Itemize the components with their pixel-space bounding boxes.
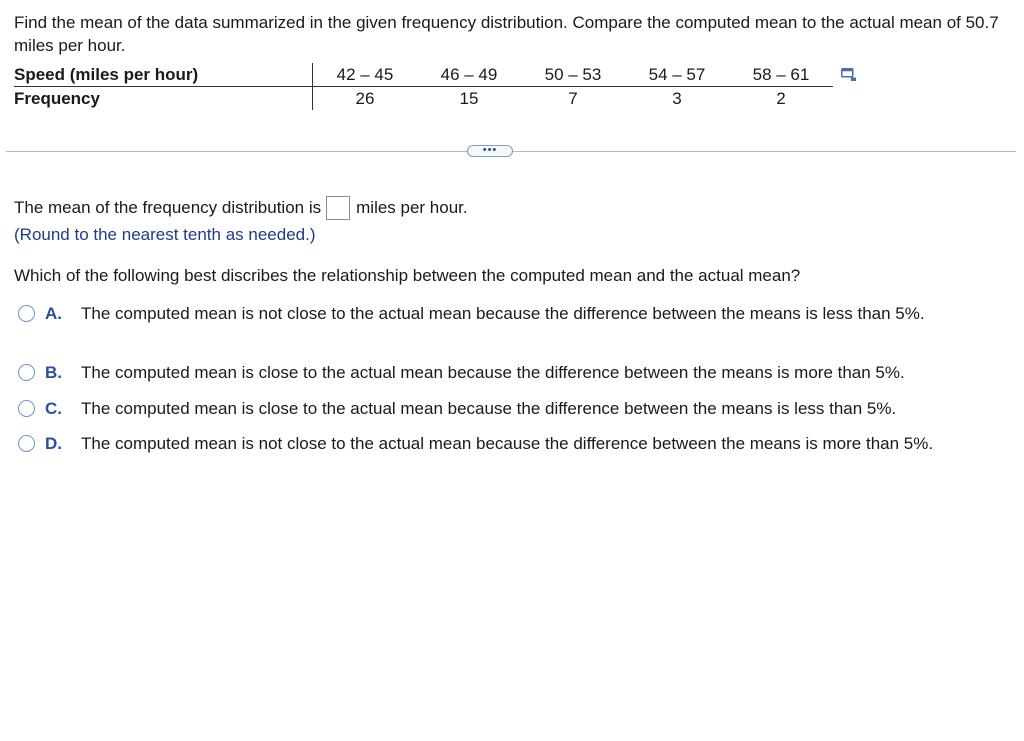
frequency-table [14,63,833,110]
frequency-cell: 26 [355,89,375,108]
radio-button-icon[interactable] [18,305,35,322]
copy-table-icon[interactable] [841,67,857,81]
option-d[interactable] [18,432,961,455]
answer-prefix: The mean of the frequency distribution is [14,198,322,217]
speed-cell: 46 – 49 [417,63,521,87]
option-text: The computed mean is not close to the actual mean because the difference between the means is more than 5%. [81,434,934,453]
answer-line [14,195,468,221]
option-letter: A. [45,304,62,323]
frequency-cell: 3 [672,89,682,108]
speed-cell: 50 – 53 [521,63,625,87]
more-options-button[interactable]: ••• [467,145,513,157]
speed-cell: 42 – 45 [313,63,418,87]
answer-suffix: miles per hour. [356,198,468,217]
option-c[interactable] [18,397,961,420]
option-b[interactable] [18,361,961,384]
speed-cell: 58 – 61 [729,63,833,87]
rounding-hint: (Round to the nearest tenth as needed.) [14,225,316,244]
option-letter: D. [45,434,62,453]
frequency-row [14,87,833,111]
option-a[interactable] [18,302,961,325]
option-text: The computed mean is close to the actual mean because the difference between the means is more than 5%. [81,363,905,382]
option-text: The computed mean is close to the actual mean because the difference between the means is less than 5%. [81,399,897,418]
speed-cell: 54 – 57 [625,63,729,87]
option-text: The computed mean is not close to the actual mean because the difference between the means is less than 5%. [81,304,925,323]
question-text: Find the mean of the data summarized in the given frequency distribution. Compare the computed mean to the actual mean of 50.7 miles per hour. [14,13,999,55]
frequency-cell: 15 [459,89,479,108]
mean-answer-input[interactable] [326,196,350,220]
frequency-cell: 7 [568,89,578,108]
radio-button-icon[interactable] [18,400,35,417]
multiple-choice-question: Which of the following best discribes the relationship between the computed mean and the actual mean? [14,266,801,285]
radio-button-icon[interactable] [18,435,35,452]
speed-row-header: Speed (miles per hour) [14,63,313,87]
speed-row [14,63,833,87]
frequency-cell: 2 [776,89,786,108]
radio-button-icon[interactable] [18,364,35,381]
option-letter: B. [45,363,62,382]
option-letter: C. [45,399,62,418]
frequency-row-header: Frequency [14,87,313,111]
